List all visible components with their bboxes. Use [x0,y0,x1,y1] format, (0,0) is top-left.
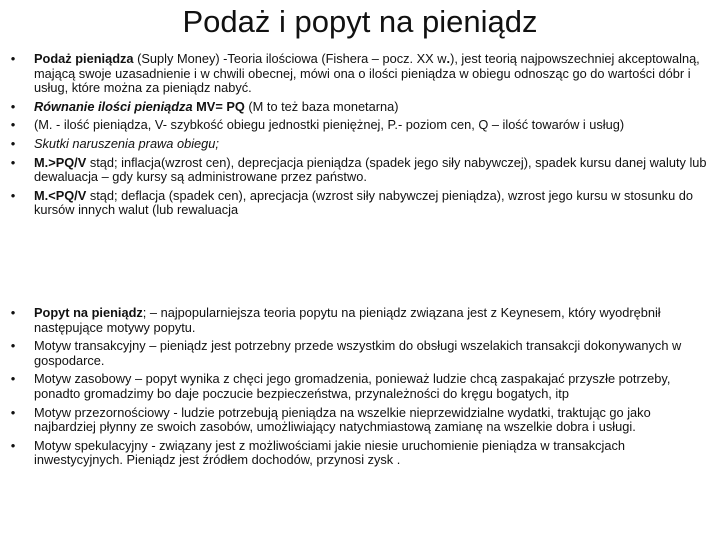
bullet-deflation-case [8,189,714,218]
bullet-demand-definition [8,306,714,335]
bullet-transaction-motive [8,339,714,368]
speculative-motive-text: Motyw spekulacyjny - związany jest z możliwościami jakie niesie uruchomienie pieniądza w transakcjach inwestycyjnych. Pieniądz jest źródłem dochodów, przynosi zysk . [34,437,626,468]
supply-term: Podaż pieniądza [34,51,134,66]
equation-legend-text: (M. - ilość pieniądza, V- szybkość obiegu jednostki pieniężnej, P.- poziom cen, Q – ilość towarów i usług) [34,117,625,133]
supply-text-dot: . [446,51,451,66]
deflation-condition: M.<PQ/V [34,187,87,203]
bullet-icon: • [10,404,16,420]
bullet-icon: • [10,154,16,170]
supply-bullet-list [8,52,714,222]
demand-text: ; – najpopularniejsza teoria popytu na pieniądz związana jest z Keynesem, który wyodrębnił następujące motywy popytu. [34,305,661,335]
bullet-store-motive [8,372,714,401]
demand-bullet-list [8,306,714,472]
equation-label: Równanie ilości pieniądza [34,98,193,114]
inflation-condition: M.>PQ/V [34,154,87,170]
supply-text-1: (Suply Money) -Teoria ilościowa (Fishera – pocz. XX w [133,51,447,66]
bullet-inflation-case [8,156,714,185]
precautionary-motive-text: Motyw przezornościowy - ludzie potrzebują pieniądza na wszelkie nieprzewidzialne wydatki, traktując go jako najbardziej płynny ze swoich zasobów, umożliwiający natychmiastową zamianę na wszelkie dobra i usługi. [34,404,651,435]
deflation-text: stąd; deflacja (spadek cen), aprecjacja (wzrost siły nabywczej pieniądza), wzrost jego kursu w stosunku do kursów innych walut (lub rewaluacja [34,187,693,218]
bullet-violation-effects [8,137,714,152]
bullet-icon: • [10,371,16,387]
supply-text-2: ), jest teorią najpowszechniej akceptowalną, mającą swoje uzasadnienie i w chwili obecnej, mówi ona o ilości pieniądza w obiegu odnosząc go do wartości dóbr i usług, które można za pieniądz nabyć. [34,51,700,96]
bullet-icon: • [10,135,16,151]
equation-formula: MV= PQ [192,98,245,114]
bullet-equation [8,100,714,115]
bullet-equation-legend [8,118,714,133]
bullet-icon: • [10,437,16,453]
bullet-icon: • [10,51,16,66]
bullet-precautionary-motive [8,406,714,435]
bullet-icon: • [10,187,16,203]
transaction-motive-text: Motyw transakcyjny – pieniądz jest potrzebny przede wszystkim do obsługi wszelakich transakcji dokonywanych w gospodarce. [34,338,682,368]
equation-note: (M to też baza monetarna) [244,98,399,114]
bullet-icon: • [10,338,16,354]
bullet-icon: • [10,98,16,114]
bullet-speculative-motive [8,439,714,468]
bullet-supply-definition [8,52,714,96]
bullet-icon: • [10,117,16,133]
slide-title: Podaż i popyt na pieniądz [182,4,538,39]
demand-term: Popyt na pieniądz [34,305,143,320]
violation-effects-text: Skutki naruszenia prawa obiegu; [34,135,219,151]
inflation-text: stąd; inflacja(wzrost cen), deprecjacja pieniądza (spadek jego siły nabywczej), spadek kursu danej waluty lub dewaluacja – gdy kursy są administrowane przez państwo. [34,154,707,185]
store-motive-text: Motyw zasobowy – popyt wynika z chęci jego gromadzenia, ponieważ ludzie chcą zaspakajać przyszłe potrzeby, ponadto gromadzimy bo daje poczucie bezpieczeństwa, przynależności do kręgu bogatych, itp [34,371,671,401]
bullet-icon: • [10,305,16,320]
